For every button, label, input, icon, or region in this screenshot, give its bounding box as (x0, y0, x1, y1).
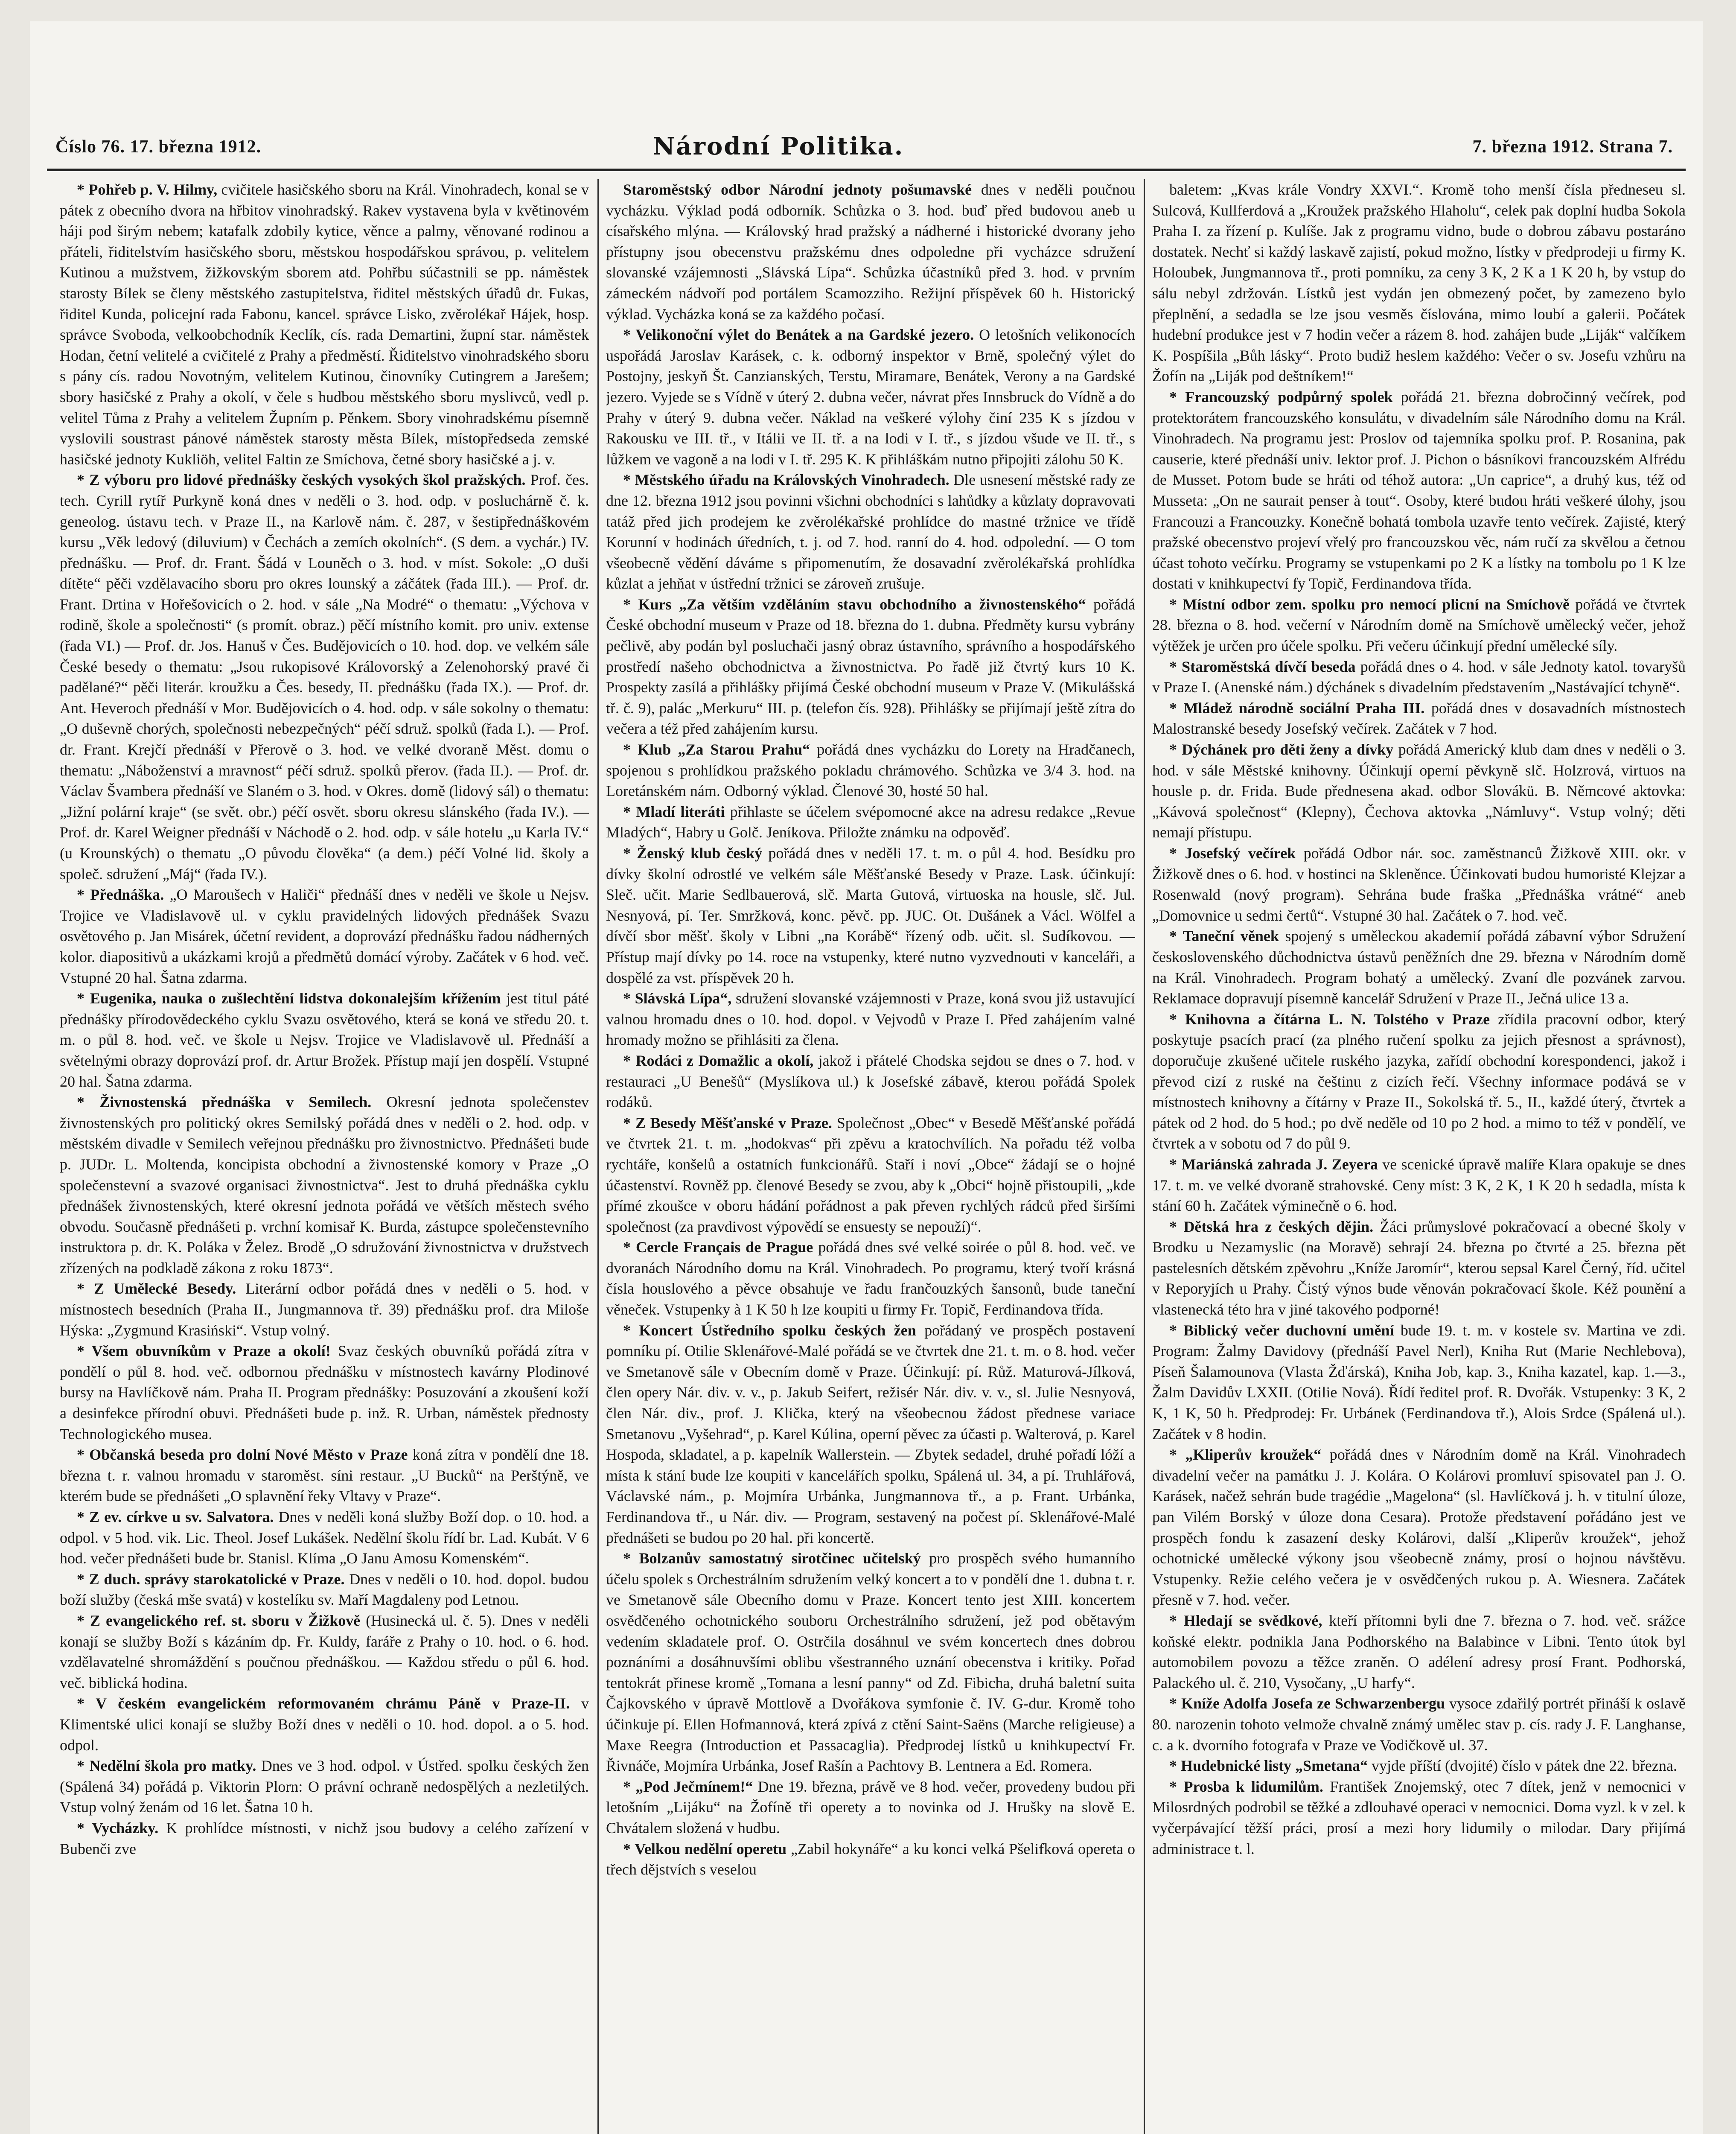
news-item-heading: * Z Besedy Měšťanské v Praze. (623, 1114, 832, 1131)
news-item-text: Dnes ve 3 hod. odpol. v Ústřed. spolku českých žen (Spálená 34) pořádá p. Viktorin Plorn: O právní ochraně nedospělých a nezletilých. Vstup volný ženám od 16 let. Šatna 10 h. (60, 1757, 589, 1816)
news-item-heading: * Z duch. správy starokatolické v Praze. (77, 1570, 345, 1588)
news-item (1152, 179, 1686, 387)
news-item-text: Prof. čes. tech. Cyrill rytíř Purkyně koná dnes v neděli o 3. hod. odp. v posluchárně č. k. geneolog. ústavu tech. v Praze II., na Karlově nám. č. 287, v šestipřednáškovém kursu „Věk ledový (diluvium) v Čechách a zemích okolních“. (S dem. a vychár.) IV. přednášku. — Prof. dr. Frant. Šádá v Louněch o 3. hod. v míst. Sokole: „O duši dítěte“ pěči vzdělavacího sboru pro okres lounský a záčátek (řada III.). — Prof. dr. Frant. Drtina v Hořešovicích o 2. hod. v sále „Na Modré“ o thematu: „Výchova v rodině, škole a společnosti“ (s promít. obraz.) pěčí místního komit. pro univ. extense (řada VI.) — Prof. dr. Jos. Hanuš v Čes. Budějovicích o 10. hod. dop. ve velkém sále České besedy o thematu: „Jsou rukopisové Královorský a Zelenohorský pravé či padělané?“ pěči literár. kroužku a Čes. besedy, II. přednášku (řada IX.). — Prof. dr. Ant. Heveroch přednáší v Mor. Budějovicích o 4. hod. odp. v sále sokolny o thematu: „O duševně chorých, společnosti nebezpečných“ péčí sdruž. spolků (řada I.). — Prof. dr. Frant. Krejčí přednáší v Přerově o 3. hod. ve velké dvoraně Měst. domu o thematu: „Náboženství a mravnost“ péčí sdruž. spolků přerov. (řada II.). — Prof. dr. Václav Švambera přednáší ve Slaném o 3. hod. v Okres. domě (lidový sál) o thematu: „Jižní polární kraje“ (se svět. obr.) péčí osvět. sboru okresu slánského (řada IV.). — Prof. dr. Karel Weigner přednáší v Náchodě o 2. hod. odp. v sále hotelu „u Karla IV.“ (u Krounských) o thematu „O původu člověka“ (a dem.) péčí Volné lid. školy a společ. sdružení „Máj“ (řada IV.). (60, 471, 589, 883)
news-item (1152, 1610, 1686, 1693)
news-item-text: kteří přítomni byli dne 7. března o 7. hod. več. srážce koňské elektr. podnikla Jana Podhorského na Balabince v Libni. Tento útok byl automobilem povozu a těžce zraněn. O adélení adresy prosí Frant. Podhorská, Palackého ul. č. 210, Vysočany, „U harfy“. (1152, 1612, 1686, 1691)
news-item (60, 469, 589, 884)
news-item-text: pořádá dnes v neděli 17. t. m. o půl 4. hod. Besídku pro dívky školní odrostlé ve velkém sále Měšťanské Besedy v Praze. Lask. účinkují: Sleč. učit. Marie Sedlbauerová, slč. Marta Gutová, virtuoska na housle, slč. Jul. Nesnyová, pí. Ter. Smržková, konc. pěvč. pp. JUC. Ot. Dušánek a Václ. Wölfel a dívčí sbor měšť. školy v Libni „na Korábě“ řízený odb. učit. sl. Sudíkovou. — Přístup mají dívky po 14. roce na vstupenky, které nutno vyzvednouti v kanceláři, a dospělé za vst. příspěvek 20 h. (606, 845, 1135, 986)
news-item-text: pro prospěch svého humanního účelu spolek s Orchestrálním sdružením velký koncert a to v pondělí dne 1. dubna t. r. ve Smetanově sále Obecního domu v Praze. Koncert tento jest XIII. koncertem osvědčeného ochotnického souboru Orchestrálního sdružení, jež pod obětavým vedením skladatele prof. O. Ostrčila dosáhnul ve svém koncertech dnes dobrou poznáními a dosáhnuvšími oblibu všestranného uznání obecenstva i kritiky. Pořad tentokrát přinese kromě „Tomana a lesní panny“ od Zd. Fibicha, druhá baletní suita Čajkovského v úpravě Mottlově a Dvořákova symfonie č. IV. G-dur. Kromě toho účinkuje pí. Ellen Hofmannová, která zpívá z ctění Saint-Saëns (Marche religieuse) a Maxe Reegra (Introduction et Passacaglia). Předprodej lístků u knihkupectví Fr. Řivnáče, Mojmíra Urbánka, Josef Rašín a Pachtovy B. Lentnera a Ed. Romera. (606, 1550, 1135, 1775)
news-item-text: pořádá 21. března dobročinný večírek, pod protektorátem francouzského konsulátu, v divadelním sále Národního domu na Král. Vinohradech. Na programu jest: Proslov od tajemníka spolku prof. P. Rosanina, pak causerie, které přednáší univ. lektor prof. J. Pichon o básníkovi francouzském Alfrédu de Musset. Potom bude se hráti od téhož autora: „Un caprice“, a druhý kus, též od Musseta: „On ne saurait penser à tout“. Osoby, které budou hráti veškeré úlohy, jsou Francouzi a Francouzky. Konečně bohatá tombola uzavře tento večírek. Zajisté, který pražské obecenstvo projeví vřelý pro francouzskou věc, nám ručí za skvělou a četnou účast tohoto večírku. Programy se vstupenkami po 2 K a lístky na tombolu po 1 K lze dostati v knihkupectví fy Topič, Ferdinandova třída. (1152, 388, 1686, 592)
news-item (60, 1444, 589, 1507)
news-item-heading: * Staroměstská dívčí beseda (1169, 658, 1356, 675)
news-item-text: Dnes v neděli o 10. hod. dopol. budou boží služby (česká mše svatá) v kostelíku sv. Maří Magdaleny pod Letnou. (60, 1570, 589, 1609)
column-1 (60, 179, 589, 2134)
news-item (606, 469, 1135, 594)
column-divider (1144, 179, 1145, 2134)
news-item-text: bude 19. t. m. v kostele sv. Martina ve zdi. Program: Žalmy Davidovy (přednáší Pavel Nerl), Kniha Rut (Marie Nechlebova), Píseň Šalamounova (Vlasta Žďárská), Kniha Job, kap. 3., Kniha kazatel, kap. 1.—3., Žalm Davidův LXXII. (Otilie Nová). Řídí ředitel prof. R. Dvořák. Vstupenky: 3 K, 2 K, 1 K, 50 h. Předprodej: Fr. Urbánek (Ferdinandova tř.), Alois Srdce (Spálená ul.). Začátek v 8 hodin. (1152, 1321, 1686, 1443)
news-item-heading: * Živnostenská přednáška v Semilech. (77, 1093, 372, 1111)
column-divider (597, 179, 599, 2134)
news-item-text: K prohlídce místnosti, v nichž jsou budovy a celého zařízení v Bubenči zve (60, 1819, 589, 1857)
news-item (606, 1320, 1135, 1548)
news-item (1152, 739, 1686, 843)
news-item (1152, 594, 1686, 656)
news-item-heading: * Biblický večer duchovní umění (1169, 1321, 1394, 1339)
news-item (60, 179, 589, 469)
news-item (606, 739, 1135, 802)
news-item-heading: * Josefský večírek (1169, 845, 1296, 862)
news-item-text: Dle usnesení městské rady ze dne 12. března 1912 jsou povinni všichni obchodníci s lahůdky a kůzlaty dopravovati tatáž před jich prodejem ke zvěrolékařské prohlídce do mastné tržnice ve třídě Korunní v hodinách úředních, t. j. od 7. hod. ranní do 4. hod. odpolední. — O tom všeobecně vědění dáváme s připomenutím, že dosavadní zvěrolékařská prohlídka kůzlat a jehňat v ústřední tržnici se zároveň zrušuje. (606, 471, 1135, 592)
news-item-text: „Zabil hokynáře“ a ku konci velká Pšelifková opereta o třech dějstvích s veselou (606, 1840, 1135, 1878)
news-item-heading: * Městského úřadu na Královských Vinohradech. (623, 471, 950, 489)
news-item-heading: * Klub „Za Starou Prahu“ (623, 741, 810, 758)
news-item-text: Svaz českých obuvníků pořádá zítra v pondělí o půl 8. hod. več. odbornou přednášku v místnostech kavárny Plodinové bursy na Havlíčkově nám. Praha II. Program přednášky: Posuzování a zkoušení koží a desinfekce přírodní obuvi. Přednášeti bude p. inž. R. Urban, náměstek přednosty Technologického musea. (60, 1342, 589, 1443)
news-item (1152, 1444, 1686, 1610)
news-item-heading: * „Kliperův kroužek“ (1169, 1446, 1322, 1463)
news-item (606, 1050, 1135, 1113)
news-item-text: „O Maroušech v Haliči“ přednáší dnes v neděli ve škole u Nejsv. Trojice ve Vladislavově ul. v cyklu pravidelných lidových přednášek Svazu osvětového p. Jan Misárek, účetní revident, a doprovází přednášku řadou nádherných kolor. diapositivů a ukázkami krojů a předmětů domácí výroby. Začátek v 6 hod. več. Vstupné 20 hal. Šatna zdarma. (60, 886, 589, 986)
news-item-heading: * Velikonoční výlet do Benátek a na Gardské jezero. (623, 326, 974, 344)
news-item-heading: * „Pod Ječmínem!“ (623, 1778, 753, 1795)
news-item-heading: * Nedělní škola pro matky. (77, 1757, 256, 1775)
news-item-heading: * Z ev. církve u sv. Salvatora. (77, 1508, 274, 1525)
news-item (60, 1693, 589, 1755)
news-item-heading: * Eugenika, nauka o zušlechtění lidstva dokonalejším křížením (77, 990, 501, 1007)
news-item-text: Dnes v neděli koná služby Boží dop. o 10. hod. a odpol. v 5 hod. vik. Lic. Theol. Josef Lukášek. Nedělní školu řídí br. Lad. Kubát. V 6 hod. večer přednášeti bude br. Stanisl. Klíma „O Janu Amosu Komenském“. (60, 1508, 589, 1567)
news-item-heading: * Vycházky. (77, 1819, 159, 1837)
news-item-heading: * Ženský klub český (623, 845, 763, 862)
news-item (60, 1092, 589, 1278)
news-item-text: pořádá dnes v dosavadních místnostech Malostranské besedy Josefský večírek. Začátek v 7 hod. (1152, 699, 1686, 738)
news-item (1152, 926, 1686, 1009)
news-item-text: pořádá České obchodní museum v Praze od 18. března do 1. dubna. Předměty kursu vybrány pečlivě, aby podán byl posluchači jasný obraz ústavního, správního a hospodářského prostředí našeho obchodnictva a živnostnictva. Po řadě již čtvrtý kurs 10 K. Prospekty zasílá a přihlášky přijímá České obchodní museum v Praze V. (Mikulášská tř. č. 9), palác „Merkuru“ III. p. (telefon čís. 928). Přihlášky se přijímají ještě zítra do večera a též před zahájením kursu. (606, 595, 1135, 738)
issue-number: Číslo 76. 17. března 1912. (55, 137, 262, 157)
news-item-text: pořádá dnes své velké soirée o půl 8. hod. več. ve dvoranách Národního domu na Král. Vinohradech. Po programu, který tvoří krásná čísla houslového a pěvce obsahuje ve řadu frančouzkých šansonů, bude taneční věneček. Vstupenky à 1 K 50 h lze koupiti u firmy Fr. Topič, Ferdinandova třída. (606, 1239, 1135, 1318)
news-item-text: pořádá dnes o 4. hod. v sále Jednoty katol. tovaryšů v Praze I. (Anenské nám.) dýchánek s divadelním představením „Nastávající tchyně“. (1152, 658, 1686, 696)
news-item-text: František Znojemský, otec 7 dítek, jenž v nemocnici v Milosrdných podrobil se těžké a zdlouhavé operaci v nemocnici. Doma vyzl. k v zel. k vyčerpávající těžší práci, prosí a mezi hory lidumily o milodar. Dary přijímá administrace t. l. (1152, 1778, 1686, 1857)
news-item (1152, 1154, 1686, 1216)
news-item-heading: * Kurs „Za větším vzděláním stavu obchodního a živnostenského“ (623, 595, 1086, 613)
news-item-text: sdružení slovanské vzájemnosti v Praze, koná svou již ustavující valnou hromadu dnes o 10. hod. dopol. v Vejvodů v Praze I. Před zahájením valné hromady možno se přihlásiti za člena. (606, 990, 1135, 1049)
news-item-heading: * Kníže Adolfa Josefa ze Schwarzenbergu (1169, 1695, 1445, 1712)
news-item (1152, 1776, 1686, 1859)
news-item-heading: * Bolzanův samostatný sirotčinec učitelský (623, 1550, 921, 1567)
news-item-text: spojený s uměleckou akademií pořádá zábavní výbor Sdružení československého důchodnictva ústavů peněžních dne 29. března v Národním domě na Král. Vinohradech. Program bohatý a umělecký. Zvaní dle pozvánek zarvou. Reklamace dopravují písemně kancelář Sdružení v Praze II., Ječná ulice 13 a. (1152, 927, 1686, 1007)
news-item (60, 1507, 589, 1569)
news-item-heading: * Dětská hra z českých dějin. (1169, 1218, 1374, 1235)
news-item (606, 1237, 1135, 1320)
news-item-heading: * Taneční věnek (1169, 927, 1279, 945)
news-item-text: Žáci průmyslové pokračovací a obecné školy v Brodku u Nezamyslic (na Moravě) sehrají 24. března po čtvrté a 25. března pět pastelesních dětském zpěvohru „Kníže Jaromír“, kterou sepsal Karel Černý, říd. učitel v Reporyjích u Prahy. Čistý výnos bude věnován pokračovací škole. Kéž pounění a vlastenecká této hra v jiné takového podporné! (1152, 1218, 1686, 1318)
news-item-heading: * Z výboru pro lidové přednášky českých vysokých škol pražských. (77, 471, 526, 489)
news-item (60, 1278, 589, 1341)
news-item (60, 1341, 589, 1444)
news-item (606, 802, 1135, 843)
date-and-page: 7. března 1912. Strana 7. (1472, 137, 1673, 157)
news-item-text: přihlaste se účelem svépomocné akce na adresu redakce „Revue Mladých“, Habry u Golč. Jeníkova. Přiložte známku na odpověď. (606, 803, 1135, 841)
news-item (1152, 698, 1686, 739)
news-item (60, 988, 589, 1092)
news-item-heading: * Cercle Français de Prague (623, 1239, 813, 1256)
news-item-text: koná zítra v pondělí dne 18. března t. r. valnou hromadu v staroměst. síni restaur. „U Bucků“ na Perštýně, ve kterém bude se přednášeti „O splavnění řeky Vltavy v Praze“. (60, 1446, 589, 1505)
news-item-text: pořádá dnes vycházku do Lorety na Hradčanech, spojenou s prohlídkou pražského pokladu chrámového. Schůzka ve 3/4 3. hod. na Loretánském nám. Odborný výklad. Členové 30, hosté 50 hal. (606, 741, 1135, 800)
news-item-heading: * Mládež národně sociální Praha III. (1169, 699, 1425, 717)
news-item-heading: * Přednáška. (77, 886, 164, 904)
news-item-text: pořádaný ve prospěch postavení pomníku pí. Otilie Sklenářové-Malé pořádá se ve čtvrtek dne 21. t. m. o 8. hod. večer ve Smetanově sále v Obecním domě v Praze. Účinkují: pí. Růž. Maturová-Jílková, člen opery Nár. div. v. v., p. Jakub Seifert, režisér Nár. div. v. v., sl. Julie Nesnyová, člen Nár. div., prof. J. Klička, který na všeobecnou žádost přednese variace Smetanovu „Vyšehrad“, p. Karel Kúlina, operní pěvec za účasti p. Walterová, p. Karel Hospoda, skladatel, a p. kapelník Wallerstein. — Zbytek sedadel, druhé pořadí lóží a místa k stání bude lze koupiti v kancelářích spolku, Spálená ul. 34, a pí. Truhlářová, Václavské nám., p. Mojmíra Urbánka, Jungmannova tř., a p. Frant. Urbánka, Ferdinandova tř., u Nár. div. — Program, sestavený na počest pí. Sklenářové-Malé přednášeti se budou po 20 hal. při koncertě. (606, 1321, 1135, 1546)
news-item-text: pořádá Americký klub dam dnes v neděli o 3. hod. v sále Městské knihovny. Účinkují operní pěvkyně slč. Holzrová, virtuos na housle p. dr. Frida. Bude přednesena akad. odbor Slovákü. B. Němcové aktovka: „Kávová společnost“ (Klepny), Čechova aktovka „Námluvy“. Vstup volný; děti nemají přístupu. (1152, 741, 1686, 841)
news-item-text: jakož i přátelé Chodska sejdou se dnes o 7. hod. v restauraci „U Benešů“ (Myslíkova ul.) k Josefské zábavě, kterou pořádá Spolek rodáků. (606, 1052, 1135, 1111)
news-item-heading: * Z evangelického ref. st. sboru v Žižkově (77, 1612, 361, 1629)
newspaper-page (30, 21, 1703, 2134)
news-item-text: O letošních velikonocích uspořádá Jaroslav Karásek, c. k. odborný inspektor v Brně, společný výlet do Postojny, jeskyň Št. Canzianských, Terstu, Miramare, Benátek, Verony a na Gardské jezero. Vyjede se s Vídně v úterý 2. dubna večer, návrat přes Innsbruck do Vídně a do Prahy v úterý 9. dubna večer. Náklad na veškeré výlohy činí 235 K s jízdou v Rakousku ve III. tř., v Itálii ve II. tř. a na lodi v I. tř., s jízdou všude ve II. tř., s lůžkem ve vagoně a na lodi v I. tř. 295 K. K přihláškám nutno připojiti zálohu 50 K. (606, 326, 1135, 468)
news-item (60, 884, 589, 988)
news-item (1152, 1009, 1686, 1154)
news-item-text: vysoce zdařilý portrét přináší k oslavě 80. narozenin tohoto velmože chvalně známý umělec stav p. cís. rady J. F. Langhanse, c. a k. dvorního fotografa v Praze ve Vodičkově ul. 37. (1152, 1695, 1686, 1754)
news-item-heading: * Hledají se svědkové, (1169, 1612, 1322, 1629)
news-item (606, 179, 1135, 324)
header-rule (47, 169, 1686, 171)
news-item-text: Okresní jednota společenstev živnostenských pro politický okres Semilský pořádá dnes v neděli o 2. hod. odp. v městském divadle v Semilech veřejnou přednášku pro živnostnictvo. Přednášeti bude p. JUDr. L. Moltenda, koncipista obchodní a živnostenské komory v Praze „O společenstevní a svazové organisaci živnostnictva“. Jest to druhá přednáška cyklu přednášek živnostenských, které okresní jednota pořádá ve větších městech svého obvodu. Současně přednášeti p. vrchní komisař K. Burda, zástupce společenstevního instruktora p. dr. K. Poláka v Želez. Brodě „O sdružování živnostnictva v družstvech zřízených na podkladě zákona z roku 1873“. (60, 1093, 589, 1277)
news-item (1152, 656, 1686, 698)
news-item (606, 1113, 1135, 1237)
news-item-heading: * Knihovna a čítárna L. N. Tolstého v Praze (1169, 1010, 1490, 1028)
news-item (606, 1839, 1135, 1880)
news-item-heading: * Slávská Lípa“, (623, 990, 732, 1007)
news-item-text: cvičitele hasičského sboru na Král. Vinohradech, konal se v pátek z obecního dvora na hřbitov vinohradský. Rakev vystavena byla v květinovém háji pod širým nebem; katafalk zdobily kytice, věnce a palmy, věnované rodinou a přáteli, řiditelstvím hasičského sboru, městskou hospodářskou správou, p. velitelem Kutinou a mužstvem, žižkovským sborem atd. Pohřbu súčastnili se pp. náměstek starosty Bílek se členy městského zastupitelstva, řiditel městských úřadů dr. Fukas, řiditel Kunda, policejní rada Fabonu, kancel. správce Lisko, zvěrolékař Hájek, hosp. správce Svoboda, velkoobchodník Keclík, cís. rada Demartini, župní star. náměstek Hodan, četní velitelé a cvičitelé z Prahy a předměstí. Řiditelstvo vinohradského sboru s pány cís. radou Novotným, velitelem Kutinou, činovníky Cutingrem a Jarešem; sbory hasičské z Prahy a okolí, v čele s hudbou městského sboru myslivců, vedl p. velitel Tůma z Prahy a velitelem Župním p. Pěnkem. Sbory vinohradskému písemně vyslovili soustrast pánové náměstek starosty města Bílek, místopředseda zemské hasičské jednoty Kukliöh, velitel Faltin ze Smíchova, četné sbory hasičské a j. v. (60, 181, 589, 468)
news-item (1152, 387, 1686, 594)
news-item (606, 1776, 1135, 1839)
masthead-title: Národní Politika. (653, 132, 904, 160)
news-item (606, 1548, 1135, 1776)
news-item (606, 324, 1135, 469)
news-item-heading: * Z Umělecké Besedy. (77, 1280, 236, 1297)
news-item-heading: * V českém evangelickém reformovaném chrámu Páně v Praze-II. (77, 1695, 570, 1712)
news-item (1152, 1755, 1686, 1776)
news-item-text: baletem: „Kvas krále Vondry XXVI.“. Kromě toho menší čísla předneseu sl. Sulcová, Kullferdová a „Kroužek pražského Hlaholu“, celek pak doplní hudba Sokola Praha I. za řízení p. Kulíše. Jak z programu vidno, bude o dobrou zábavu postaráno dostatek. Nechť si každý laskavě zajistí, pokud možno, lístky v předprodeji u firmy K. Holoubek, Jungmannova tř., proti pomníku, za ceny 3 K, 2 K a 1 K 20 h, by vstup do sálu nebyl zdržován. Lístků jest vydán jen obmezený počet, by zamezeno bylo přeplnění, a sedadla se lze jsou vesměs číslována, mimo loubí a galerii. Počátek hudební produkce jest v 7 hodin večer a rázem 8. hod. zahájen bude „Liják“ valčíkem K. Pospíšila „Bůh lásky“. Proto budiž heslem každého: Večer o sv. Josefu vzhůru na Žofín na „Liják pod deštníkem!“ (1152, 181, 1686, 385)
news-item (60, 1610, 589, 1693)
news-item (60, 1569, 589, 1610)
news-item-heading: * Všem obuvníkům v Praze a okolí! (77, 1342, 331, 1360)
news-item (606, 843, 1135, 988)
news-item (606, 594, 1135, 739)
news-item-text: pořádá dnes v Národním domě na Král. Vinohradech divadelní večer na památku J. J. Kolára. O Kolárovi promluví spisovatel pan J. O. Karásek, načež sehrán bude tragédie „Magelona“ (sl. Havlíčková j. h. v titulní úloze, pan Vilém Borský v úloze dona Cesara). Protože představení pořádáno jest ve prospěch fondu k zasazení desky Kolárovi, další „Kliperův kroužek“, jehož ochotnické umělecké výkony jsou všeobecně známy, prosí o hojnou návštěvu. Vstupenky. Režie celého večera je v osvědčených rukou p. A. Wiesnera. Začátek přesně v 7. hod. večer. (1152, 1446, 1686, 1609)
column-3 (1152, 179, 1686, 2134)
news-item-text: vyjde příští (dvojité) číslo v pátek dne 22. března. (1372, 1757, 1677, 1775)
news-item-heading: * Koncert Ústředního spolku českých žen (623, 1321, 916, 1339)
news-item (1152, 1216, 1686, 1320)
news-item-text: dnes v neděli poučnou vycházku. Výklad podá odborník. Schůzka o 3. hod. buď před budovou aneb u císařského mlýna. — Královský hrad pražský a nádherné i historické dvorany jeho přístupny jsou obecenstvu pražskému dnes odpoledne při vycházce sdružení slovanské vzájemnosti „Slávská Lípa“. Schůzka účastníků před 3. hod. v prvním zámeckém nádvoří pod portálem Scamozziho. Režijní příspěvek 60 h. Historický výklad. Vycházka koná se za každého počasí. (606, 181, 1135, 323)
news-item-heading: Staroměstský odbor Národní jednoty pošumavské (623, 181, 972, 198)
news-item-heading: * Prosba k lidumilům. (1169, 1778, 1323, 1795)
news-item-text: (Husinecká ul. č. 5). Dnes v neděli konají se služby Boží s kázáním dp. Fr. Kuldy, faráře z Prahy o 10. hod. o 6. hod. vzdělavatelné shromáždění s poučnou přednáškou. — Každou středu o půl 6. hod. več. biblická hodina. (60, 1612, 589, 1691)
news-item-text: pořádá ve čtvrtek 28. března o 8. hod. večerní v Národním domě na Smíchově umělecký večer, jehož výtěžek je určen pro účele spolku. Při večeru účinkují přední umělecké síly. (1152, 595, 1686, 655)
news-item-heading: * Mariánská zahrada J. Zeyera (1169, 1155, 1378, 1173)
news-item (1152, 1320, 1686, 1445)
news-item-text: jest titul páté přednášky přírodovědeckého cyklu Svazu osvětového, která se koná ve středu 20. t. m. o půl 8. hod. več. ve škole u Nejsv. Trojice ve Vladislavově ul. Přednáší a světelnými obrazy doprovází prof. dr. Artur Brožek. Přístup mají jen dospělí. Vstupné 20 hal. Šatna zdarma. (60, 990, 589, 1090)
news-item-heading: * Občanská beseda pro dolní Nové Město v Praze (77, 1446, 408, 1463)
news-item (606, 988, 1135, 1050)
news-item-heading: * Dýchánek pro děti ženy a dívky (1169, 741, 1394, 758)
news-item-text: v Klimentské ulici konají se služby Boží dnes v neděli o 10. hod. dopol. a o 5. hod. odpol. (60, 1695, 589, 1754)
news-item-heading: * Místní odbor zem. spolku pro nemocí plicní na Smíchově (1169, 595, 1570, 613)
news-item (60, 1755, 589, 1818)
news-item-text: ve scenické úpravě malíře Klara opakuje se dnes 17. t. m. ve velké dvoraně strahovské. Ceny míst: 3 K, 2 K, 1 K 20 h sedadla, místa k stání 60 h. Začátek výminečně o 6. hod. (1152, 1155, 1686, 1215)
news-item-heading: * Velkou nedělní operetu (623, 1840, 787, 1857)
news-item-heading: * Rodáci z Domažlic a okolí, (623, 1052, 814, 1069)
news-item-text: Dne 19. března, právě ve 8 hod. večer, provedeny budou při letošním „Lijáku“ na Žofíně tři operety a to novinka od J. Hrušky na slově E. Chvátalem složená v hudbu. (606, 1778, 1135, 1837)
news-item-text: Společnost „Obec“ v Besedě Měšťanské pořádá ve čtvrtek 21. t. m. „hodokvas“ při zpěvu a kratochvílích. Na pořadu též volba rychtáře, konšelů a ostatních funkcionářů. Staří i noví „Obce“ žádají se o hojné účastenství. Rovněž pp. členové Besedy se zvou, aby k „Obci“ hojně přistoupili, „kde přímé zkoušce v oboru hádání pořádnost a pak převen rychlých rádců před širšími společnost (za pravdivost výpovědí se ensuesty se nepouží)“. (606, 1114, 1135, 1235)
news-item-text: pořádá Odbor nár. soc. zaměstnanců Žižkově XIII. okr. v Žižkově dnes o 6. hod. v hostinci na Skleněnce. Účinkovati budou humoristé Klejzar a Rosenwald (nový program). Sehrána bude fraška „Přednáška vrátné“ aneb „Domovnice u sedmi čertů“. Vstupné 30 hal. Začátek o 7. hod. več. (1152, 845, 1686, 924)
news-item-heading: * Mladí literáti (623, 803, 725, 820)
news-item (1152, 1693, 1686, 1755)
news-item-text: Literární odbor pořádá dnes v neděli o 5. hod. v místnostech besedních (Praha II., Jungmannova tř. 39) přednášku prof. dra Miloše Hýska: „Zygmund Krasiński“. Vstup volný. (60, 1280, 589, 1339)
news-item (1152, 843, 1686, 926)
news-item (60, 1818, 589, 1859)
news-item-heading: * Hudebnické listy „Smetana“ (1169, 1757, 1368, 1775)
news-item-heading: * Francouzský podpůrný spolek (1169, 388, 1393, 405)
news-item-text: zřídila pracovní odbor, který poskytuje psacích prací (za plného ručení spolku za jejich přesnost a správnost), doporučuje zkušené učitele ruského jazyka, zařídí obchodní korespondenci, jakož i převod cizí z ruské na češtinu z cizích řečí. Všechny informace podává se v místnostech knihovny a čítárny v Praze II., Sokolská tř. 5., II., každé úterý, čtvrtek a pátek od 2 hod. do 5 hod.; po dvě neděle od 10 po 2 hod. a mimo to též v pondělí, ve čtvrtek a v sobotu od 7 do půl 9. (1152, 1010, 1686, 1152)
news-item-heading: * Pohřeb p. V. Hilmy, (77, 181, 218, 198)
column-2 (606, 179, 1135, 2134)
